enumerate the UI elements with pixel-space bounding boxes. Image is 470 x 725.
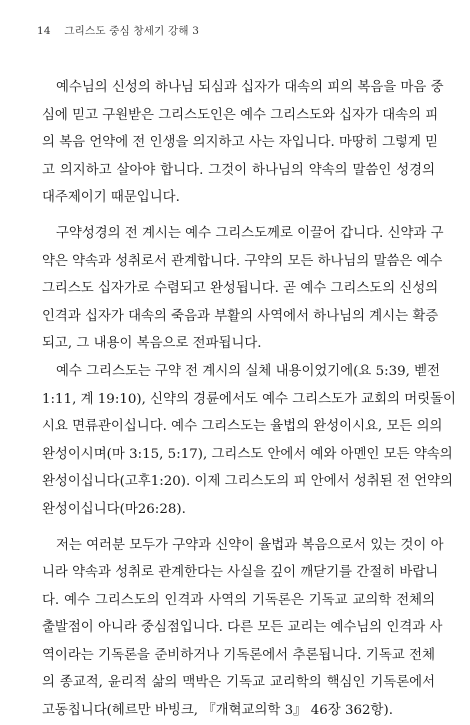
- book-title: 그리스도 중심 창세기 강해 3: [64, 25, 200, 37]
- paragraph-old-testament-revelation: [42, 220, 444, 358]
- text-line: 구약성경의 전 계시는 예수 그리스도께로 이끌어 갑니다. 신약과 구: [56, 225, 444, 241]
- text-line: 의 복음 언약에 전 인생을 의지하고 사는 자입니다. 마땅히 그렇게 믿: [42, 135, 439, 151]
- text-line: 예수 그리스도는 구약 전 계시의 실체 내용이었기에(요 5:39, 벧전: [56, 363, 441, 379]
- text-line: 완성이십니다(마26:28).: [42, 501, 186, 517]
- text-line: 인격과 십자가 대속의 죽음과 부활의 사역에서 하나님의 계시는 확증: [42, 308, 439, 324]
- text-line: 출발점이 아니라 중심점입니다. 다른 모든 교리는 예수님의 인격과 사: [42, 620, 443, 636]
- text-line: 예수님의 신성의 하나님 되심과 십자가 대속의 피의 복음을 마음 중: [56, 80, 444, 95]
- text-line: 약은 약속과 성취로서 관계합니다. 구약의 모든 하나님의 말씀은 예수: [42, 253, 443, 269]
- running-header: [37, 23, 199, 38]
- paragraph-gap: [42, 212, 435, 220]
- text-line: 대주제이기 때문입니다.: [42, 190, 180, 206]
- paragraph-divinity-of-jesus: [42, 74, 444, 212]
- paragraph-christ-as-substance: [42, 358, 456, 524]
- text-line: 완성이십니다(고후1:20). 이제 그리스도의 피 안에서 성취된 전 언약의: [42, 474, 453, 490]
- text-line: 역이라는 기독론을 준비하거나 기독론에서 추론됩니다. 기독교 전체: [42, 647, 435, 663]
- body-text: [42, 74, 456, 725]
- text-line: 고 의지하고 살아야 합니다. 그것이 하나님의 약속의 말씀인 성경의: [42, 162, 435, 178]
- text-line: 되고, 그 내용이 복음으로 전파됩니다.: [42, 336, 262, 352]
- page-number: 14: [37, 25, 51, 37]
- text-line: 의 종교적, 윤리적 삶의 맥박은 기독교 교리학의 핵심인 기독론에서: [42, 675, 435, 691]
- text-line: 1:11, 계 19:10), 신약의 경륜에서도 예수 그리스도가 교회의 머릿돌이: [42, 391, 456, 407]
- text-line: 니라 약속과 성취로 관계한다는 사실을 깊이 깨닫기를 간절히 바랍니: [42, 565, 439, 581]
- text-line: 다. 예수 그리스도의 인격과 사역의 기독론은 기독교 교의학 전체의: [42, 592, 435, 608]
- text-line: 시요 면류관이십니다. 예수 그리스도는 율법의 완성이시요, 모든 의의: [42, 419, 443, 435]
- paragraph-promise-and-fulfillment: [42, 532, 444, 725]
- text-line: 저는 여러분 모두가 구약과 신약이 율법과 복음으로서 있는 것이 아: [56, 537, 444, 553]
- text-line: 완성이시며(마 3:15, 5:17), 그리스도 안에서 예와 아멘인 모든 약속의: [42, 446, 453, 462]
- text-line: 고동칩니다(헤르만 바빙크, 『개혁교의학 3』 46장 362항).: [42, 703, 393, 719]
- paragraph-gap: [42, 524, 435, 532]
- text-line: 심에 믿고 구원받은 그리스도인은 예수 그리스도와 십자가 대속의 피: [42, 107, 439, 123]
- text-line: 그리스도 십자가로 수렴되고 완성됩니다. 곧 예수 그리스도의 신성의: [42, 281, 439, 297]
